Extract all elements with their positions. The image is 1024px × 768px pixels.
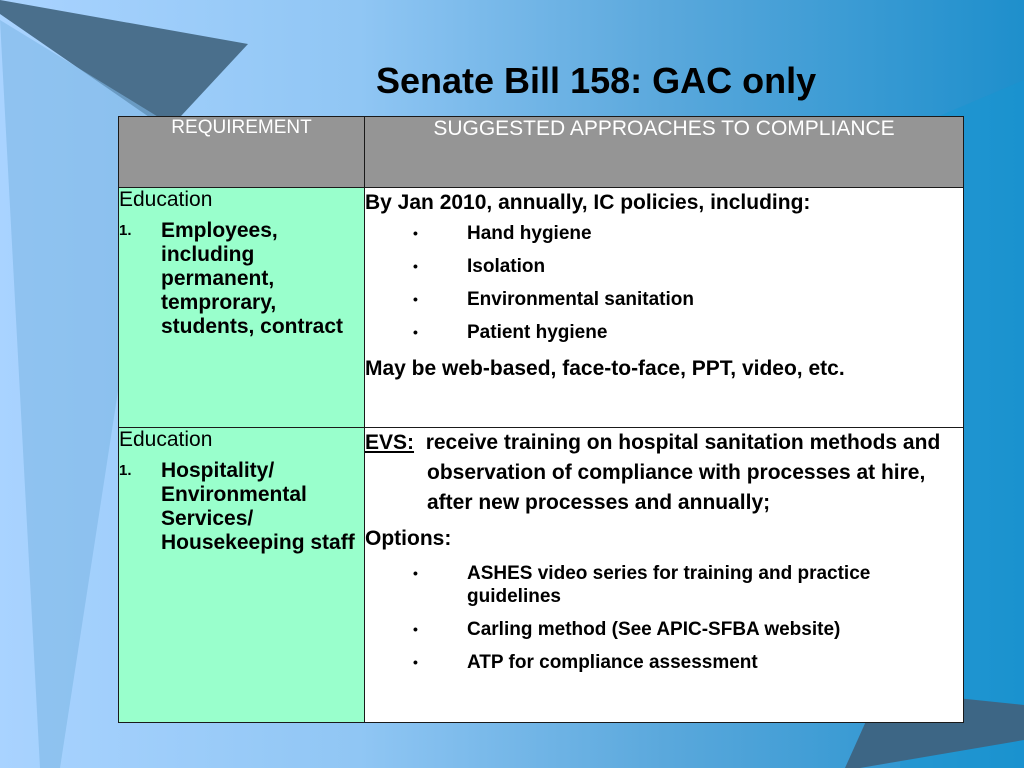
slide-title: Senate Bill 158: GAC only [376, 60, 817, 101]
requirement-cell [119, 188, 365, 428]
approach-closing: May be web-based, face-to-face, PPT, video, etc. [365, 357, 845, 380]
item-number: 1. [119, 462, 132, 479]
list-item: • Hand hygiene [365, 222, 963, 245]
list-item: • ASHES video series for training and practice guidelines [365, 562, 963, 608]
item-number: 1. [119, 222, 132, 239]
approach-cell [365, 188, 964, 428]
header-approaches: SUGGESTED APPROACHES TO COMPLIANCE [365, 117, 964, 188]
header-requirement: REQUIREMENT [119, 117, 365, 188]
requirement-item [119, 459, 364, 555]
item-text: Hospitality/ Environmental Services/ Housekeeping staff [161, 459, 355, 554]
list-item: • Environmental sanitation [365, 288, 963, 311]
approach-cell [365, 428, 964, 723]
list-item: • Carling method (See APIC-SFBA website) [365, 618, 963, 641]
requirement-cell [119, 428, 365, 723]
requirement-category: Education [119, 428, 213, 451]
compliance-table [118, 116, 964, 723]
bullet-icon: • [413, 621, 418, 637]
bullet-icon: • [413, 565, 418, 581]
requirement-category: Education [119, 188, 213, 211]
options-label: Options: [365, 527, 452, 550]
bullet-icon: • [413, 324, 418, 340]
evs-label: EVS: [365, 431, 415, 454]
approach-intro [365, 428, 963, 518]
list-item: • Patient hygiene [365, 321, 963, 344]
evs-text: receive training on hospital sanitation methods and observation of compliance with processes at hire, after new processes and annually; [425, 431, 941, 514]
requirement-item [119, 219, 364, 339]
approach-intro: By Jan 2010, annually, IC policies, including: [365, 191, 811, 214]
bullet-icon: • [413, 291, 418, 307]
bullet-icon: • [413, 225, 418, 241]
bullet-icon: • [413, 258, 418, 274]
list-item: • Isolation [365, 255, 963, 278]
bullet-icon: • [413, 654, 418, 670]
list-item: • ATP for compliance assessment [365, 651, 963, 674]
table-row [119, 188, 964, 428]
item-text: Employees, including permanent, temprorary, students, contract [161, 219, 344, 338]
table-header-row [119, 117, 964, 188]
table-row [119, 428, 964, 723]
